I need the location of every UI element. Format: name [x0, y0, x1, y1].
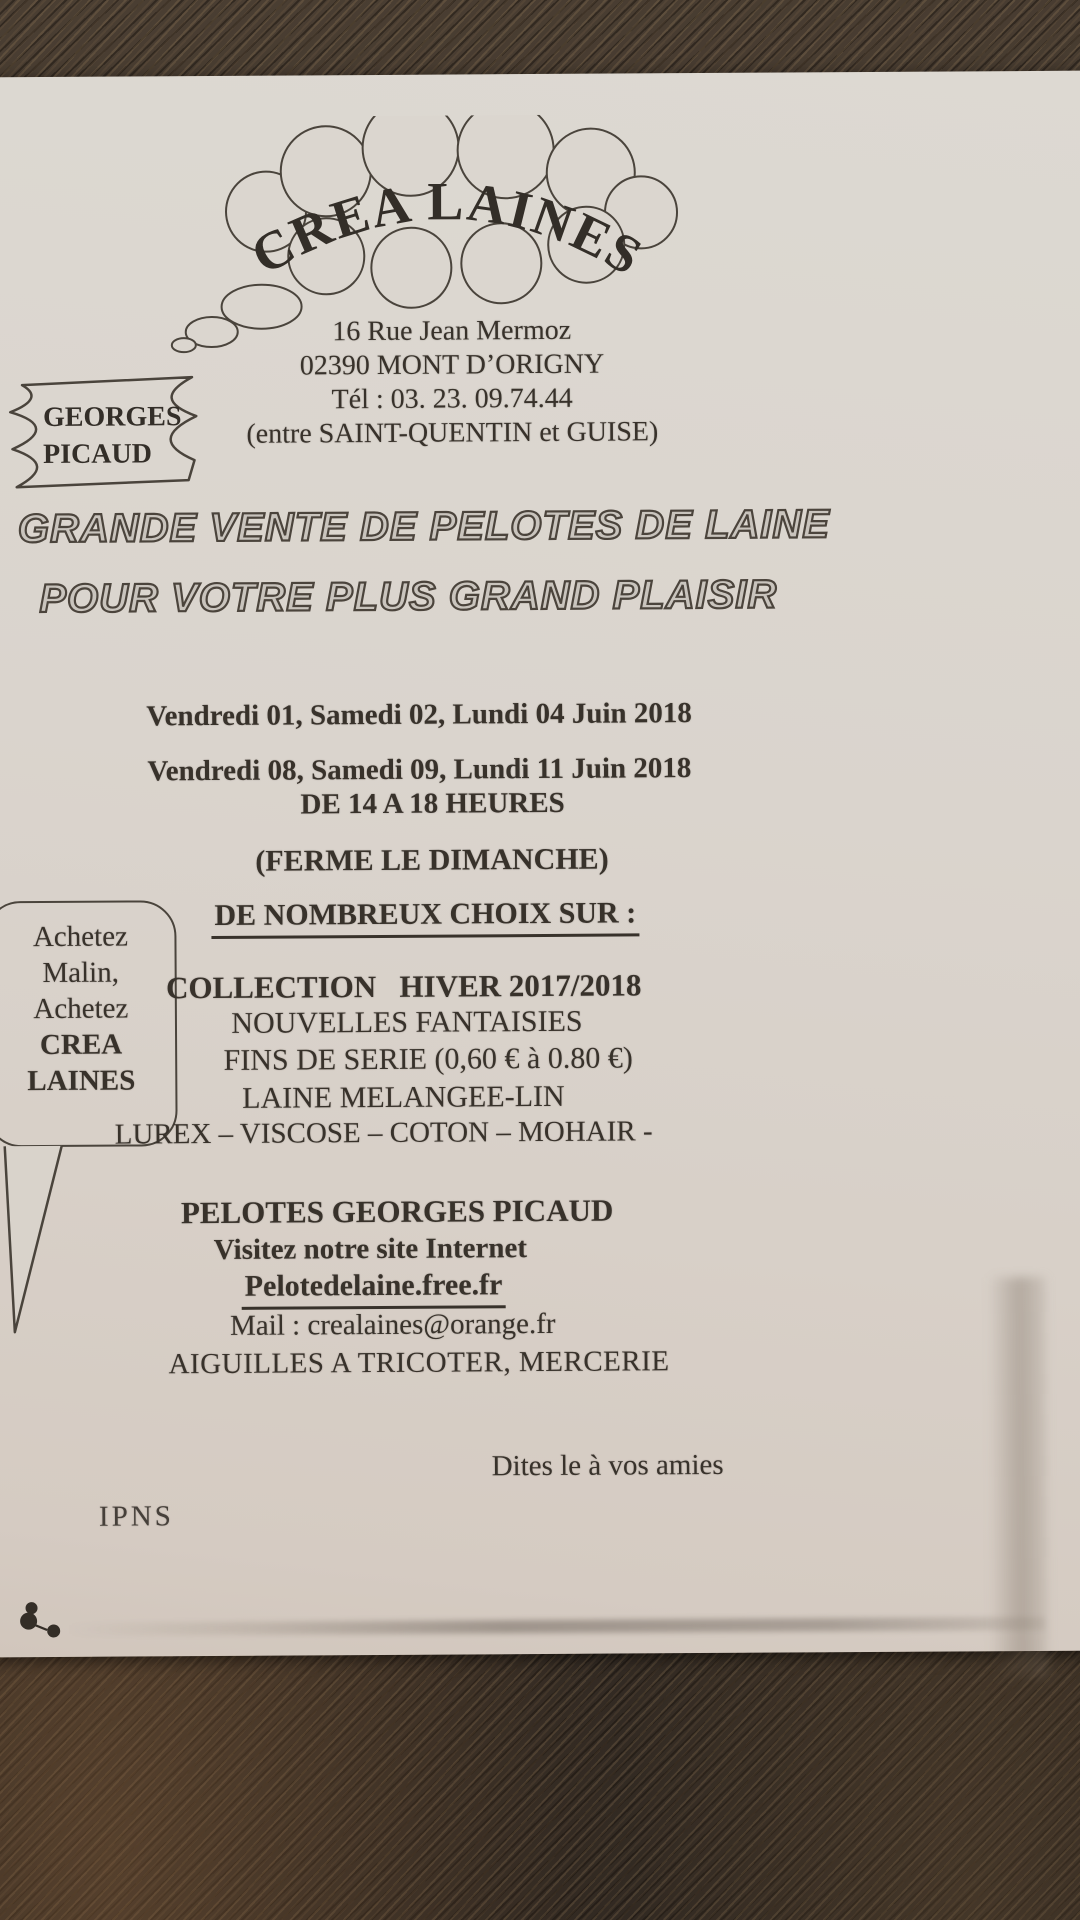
brand-website-text: Pelotedelaine.free.fr — [242, 1268, 506, 1310]
brand-title: PELOTES GEORGES PICAUD — [180, 1192, 614, 1231]
brand-extras: AIGUILLES A TRICOTER, MERCERIE — [168, 1345, 670, 1381]
offers-item2: FINS DE SERIE (0,60 € à 0.80 €) — [223, 1041, 633, 1077]
closed-line: (FERME LE DIMANCHE) — [255, 842, 609, 878]
address-phone: Tél : 03. 23. 09.74.44 — [331, 382, 573, 416]
ink-blobs — [16, 1595, 66, 1645]
right-edge-crease-shadow — [988, 1277, 1048, 1677]
headline-line1: GRANDE VENTE DE PELOTES DE LAINE — [17, 502, 831, 552]
flyer-paper — [0, 71, 1080, 1658]
choices-heading — [125, 896, 725, 940]
bottom-smudge — [65, 1617, 1045, 1636]
ipns-note: IPNS — [98, 1500, 174, 1533]
bubble-line2: Malin, — [42, 956, 120, 990]
address-city: 02390 MONT D’ORIGNY — [299, 348, 605, 382]
georges-picaud-ribbon — [2, 374, 208, 490]
brand-visit: Visitez notre site Internet — [213, 1232, 528, 1267]
ribbon-line2: PICAUD — [42, 438, 153, 471]
bubble-line3: Achetez — [33, 992, 129, 1026]
dates-line2: Vendredi 08, Samedi 09, Lundi 11 Juin 2018 — [147, 752, 692, 788]
offers-item3: LAINE MELANGEE-LIN — [242, 1079, 565, 1115]
brand-website — [73, 1267, 673, 1311]
bubble-line5: LAINES — [27, 1064, 136, 1098]
address-block — [167, 313, 738, 452]
ribbon-line1: GEORGES — [42, 401, 182, 434]
offers-title: COLLECTION HIVER 2017/2018 — [165, 967, 642, 1006]
dates-line1: Vendredi 01, Samedi 02, Lundi 04 Juin 2018 — [146, 697, 692, 733]
brand-mail: Mail : crealaines@orange.fr — [229, 1307, 556, 1342]
offers-item1: NOUVELLES FANTAISIES — [231, 1004, 583, 1040]
headline-line2: POUR VOTRE PLUS GRAND PLAISIR — [39, 572, 778, 622]
hours-line: DE 14 A 18 HEURES — [300, 786, 565, 821]
address-between: (entre SAINT-QUENTIN et GUISE) — [246, 416, 659, 450]
bubble-line1: Achetez — [32, 920, 129, 954]
logo-text: CREA LAINES — [241, 171, 654, 288]
address-street: 16 Rue Jean Mermoz — [332, 314, 572, 348]
tell-friends-note: Dites le à vos amies — [491, 1448, 724, 1483]
choices-heading-text: DE NOMBREUX CHOIX SUR : — [211, 896, 639, 939]
offers-item4: LUREX – VISCOSE – COTON – MOHAIR - — [114, 1115, 653, 1151]
bubble-line4: CREA — [39, 1028, 123, 1062]
speech-bubble-tail — [2, 1144, 73, 1339]
